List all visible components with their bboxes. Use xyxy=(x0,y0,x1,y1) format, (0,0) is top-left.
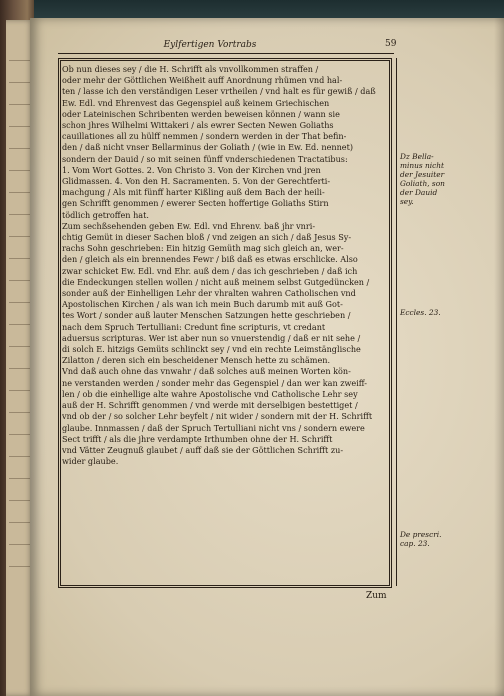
text-line: die Endeckungen stellen wollen / nicht auß meinem selbst Gutgedüncken / xyxy=(62,276,370,287)
text-line: ten / lasse ich den verständigen Leser vrtheilen / vnd halt es für gewiß / daß xyxy=(62,86,376,97)
text-line: Sect trifft / als die jhre verdampte Irthumben ohne der H. Schrifft xyxy=(62,433,333,444)
margin-note-bellarmin: Dz Bella- minus nicht der Jesuiter Goliath, son der Dauid sey. xyxy=(400,152,445,206)
text-line: tödlich getroffen hat. xyxy=(62,209,149,220)
text-line: ne verstanden werden / sonder mehr das Gegenspiel / dan wer kan zweiff- xyxy=(62,377,368,388)
text-line: rachs Sohn geschrieben: Ein hitzig Gemüth mag sich gleich an, wer- xyxy=(62,243,344,254)
text-line: sonder auß der Einhelligen Lehr der vhralten wahren Catholischen vnd xyxy=(62,288,356,299)
text-line: vnd Vätter Zeugnuß glaubet / auff daß sie der Göttlichen Schrifft zu- xyxy=(62,444,344,455)
text-line: aduersus scripturas. Wer ist aber nun so vnuerstendig / daß er nit sehe / xyxy=(62,332,361,343)
catchword: Zum xyxy=(366,591,387,601)
text-line: den / daß nicht vnser Bellarminus der Goliath / (wie in Ew. Ed. nennet) xyxy=(62,142,353,153)
text-line: Zilatton / deren sich ein bescheidener Mensch hette zu schämen. xyxy=(62,355,331,366)
page-number: 59 xyxy=(385,39,397,49)
text-line: Ew. Edl. vnd Ehrenvest das Gegenspiel auß keinem Griechischen xyxy=(62,97,330,108)
text-line: Zum sechßsehenden geben Ew. Edl. vnd Ehrenv. baß jhr vnri- xyxy=(62,220,316,231)
margin-note-eccles: Eccles. 23. xyxy=(400,308,441,317)
text-line: gen Schrifft genommen / ewerer Secten hoffertige Goliaths Stirn xyxy=(62,198,329,209)
page-edge-shadow xyxy=(494,18,504,696)
header-rule xyxy=(58,53,394,54)
text-line: tes Wort / sonder auß lauter Menschen Satzungen hette geschrieben / xyxy=(62,310,351,321)
text-line: 1. Vom Wort Gottes. 2. Von Christo 3. Von der Kirchen vnd jren xyxy=(62,164,321,175)
text-line: len / ob die einhellige alte wahre Apostolische vnd Catholische Lehr sey xyxy=(62,388,358,399)
text-line: di solch E. hitzigs Gemüts schlinckt sey / vnd ein rechte Leimstänglische xyxy=(62,344,361,355)
margin-rule xyxy=(396,58,397,586)
text-line: Vnd daß auch ohne das vnwahr / daß solches auß meinen Worten kön- xyxy=(62,366,351,377)
text-line: nach dem Spruch Tertulliani: Credunt fine scripturis, vt credant xyxy=(62,321,326,332)
text-line: machgung / Als mit fünff harter Kißling auß dem Bach der heili- xyxy=(62,187,325,198)
text-line: zwar schicket Ew. Edl. vnd Ehr. auß dem / das ich geschrieben / daß ich xyxy=(62,265,358,276)
text-line: chtig Gemüt in dieser Sachen bloß / vnd zeigen an sich / daß Jesus Sy- xyxy=(62,232,352,243)
text-line: glaube. Innmassen / daß der Spruch Tertulliani nicht vns / sondern ewere xyxy=(62,422,365,433)
text-line: vnd ob der / so solcher Lehr beyfelt / nit wider / sondern mit der H. Schrifft xyxy=(62,411,373,422)
running-head: Eylfertigen Vortrabs xyxy=(163,40,257,50)
text-line: schon jhres Wilhelmi Wittakeri / als ewrer Secten Newen Goliaths xyxy=(62,120,334,131)
text-line: den / gleich als ein brennendes Fewr / biß daß es etwas erschlicke. Also xyxy=(62,254,358,265)
text-line: wider glaube. xyxy=(62,456,119,467)
text-line: cauillationes all zu hülff nemmen / sondern werden in der That befin- xyxy=(62,131,347,142)
text-line: Ob nun dieses sey / die H. Schrifft als vnvollkommen straffen / xyxy=(62,64,319,74)
text-line: auß der H. Schrifft genommen / vnd werde mit derselbigen bestettiget / xyxy=(62,400,358,411)
text-line: oder mehr der Göttlichen Weißheit auff Anordnung rhümen vnd hal- xyxy=(62,75,343,86)
text-line: Apostolischen Kirchen / als wan ich mein Buch darumb mit auß Got- xyxy=(62,299,343,310)
margin-note-prescri: De prescri. cap. 23. xyxy=(400,530,442,548)
text-line: Glidmassen. 4. Von den H. Sacramenten. 5. Von der Gerechtferti- xyxy=(62,176,331,187)
body-text xyxy=(62,64,392,467)
text-line: sondern der Dauid / so mit seinen fünff vnderschiedenen Tractatibus: xyxy=(62,153,348,164)
text-line: oder Lateinischen Schribenten werden beweisen können / wann sie xyxy=(62,108,340,119)
